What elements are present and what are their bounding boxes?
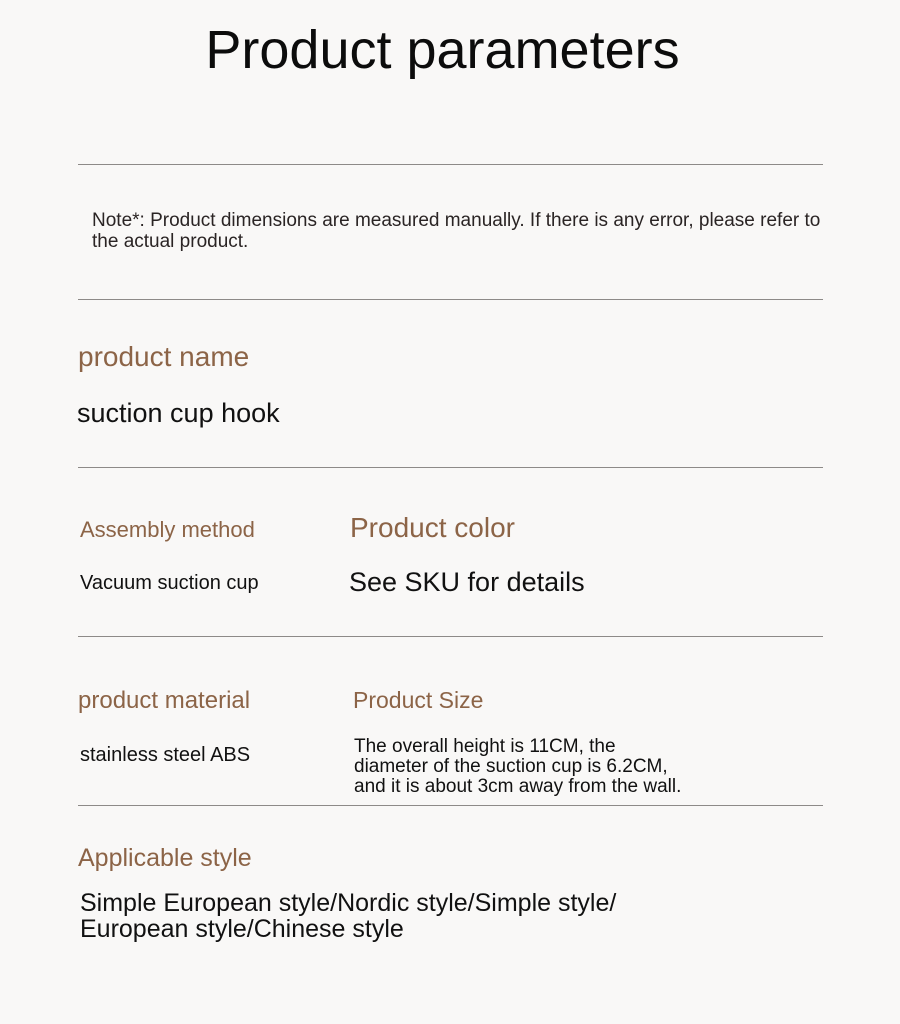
- assembly-method-label: Assembly method: [80, 517, 255, 542]
- product-material-value: stainless steel ABS: [80, 744, 251, 766]
- divider: [78, 805, 823, 806]
- assembly-method-value: Vacuum suction cup: [80, 572, 259, 594]
- product-color-label: Product color: [350, 512, 515, 543]
- product-size-label: Product Size: [353, 687, 484, 713]
- product-size-value: [354, 737, 794, 797]
- applicable-style-line: Simple European style/Nordic style/Simple style/: [80, 889, 617, 917]
- page-title: Product parameters: [205, 20, 680, 80]
- measurement-note: Note*: Product dimensions are measured manually. If there is any error, please refer to the actual product.: [92, 210, 821, 252]
- product-name-value: suction cup hook: [77, 398, 280, 428]
- product-size-line: diameter of the suction cup is 6.2CM,: [354, 756, 668, 777]
- divider: [78, 164, 823, 165]
- applicable-style-line: European style/Chinese style: [80, 915, 404, 943]
- applicable-style-value: [80, 890, 820, 942]
- applicable-style-label: Applicable style: [78, 844, 252, 872]
- product-size-line: and it is about 3cm away from the wall.: [354, 776, 682, 797]
- divider: [78, 467, 823, 468]
- product-size-line: The overall height is 11CM, the: [354, 736, 616, 757]
- product-material-label: product material: [78, 687, 251, 714]
- product-name-label: product name: [78, 341, 250, 372]
- divider: [78, 636, 823, 637]
- divider: [78, 299, 823, 300]
- product-color-value: See SKU for details: [349, 567, 585, 597]
